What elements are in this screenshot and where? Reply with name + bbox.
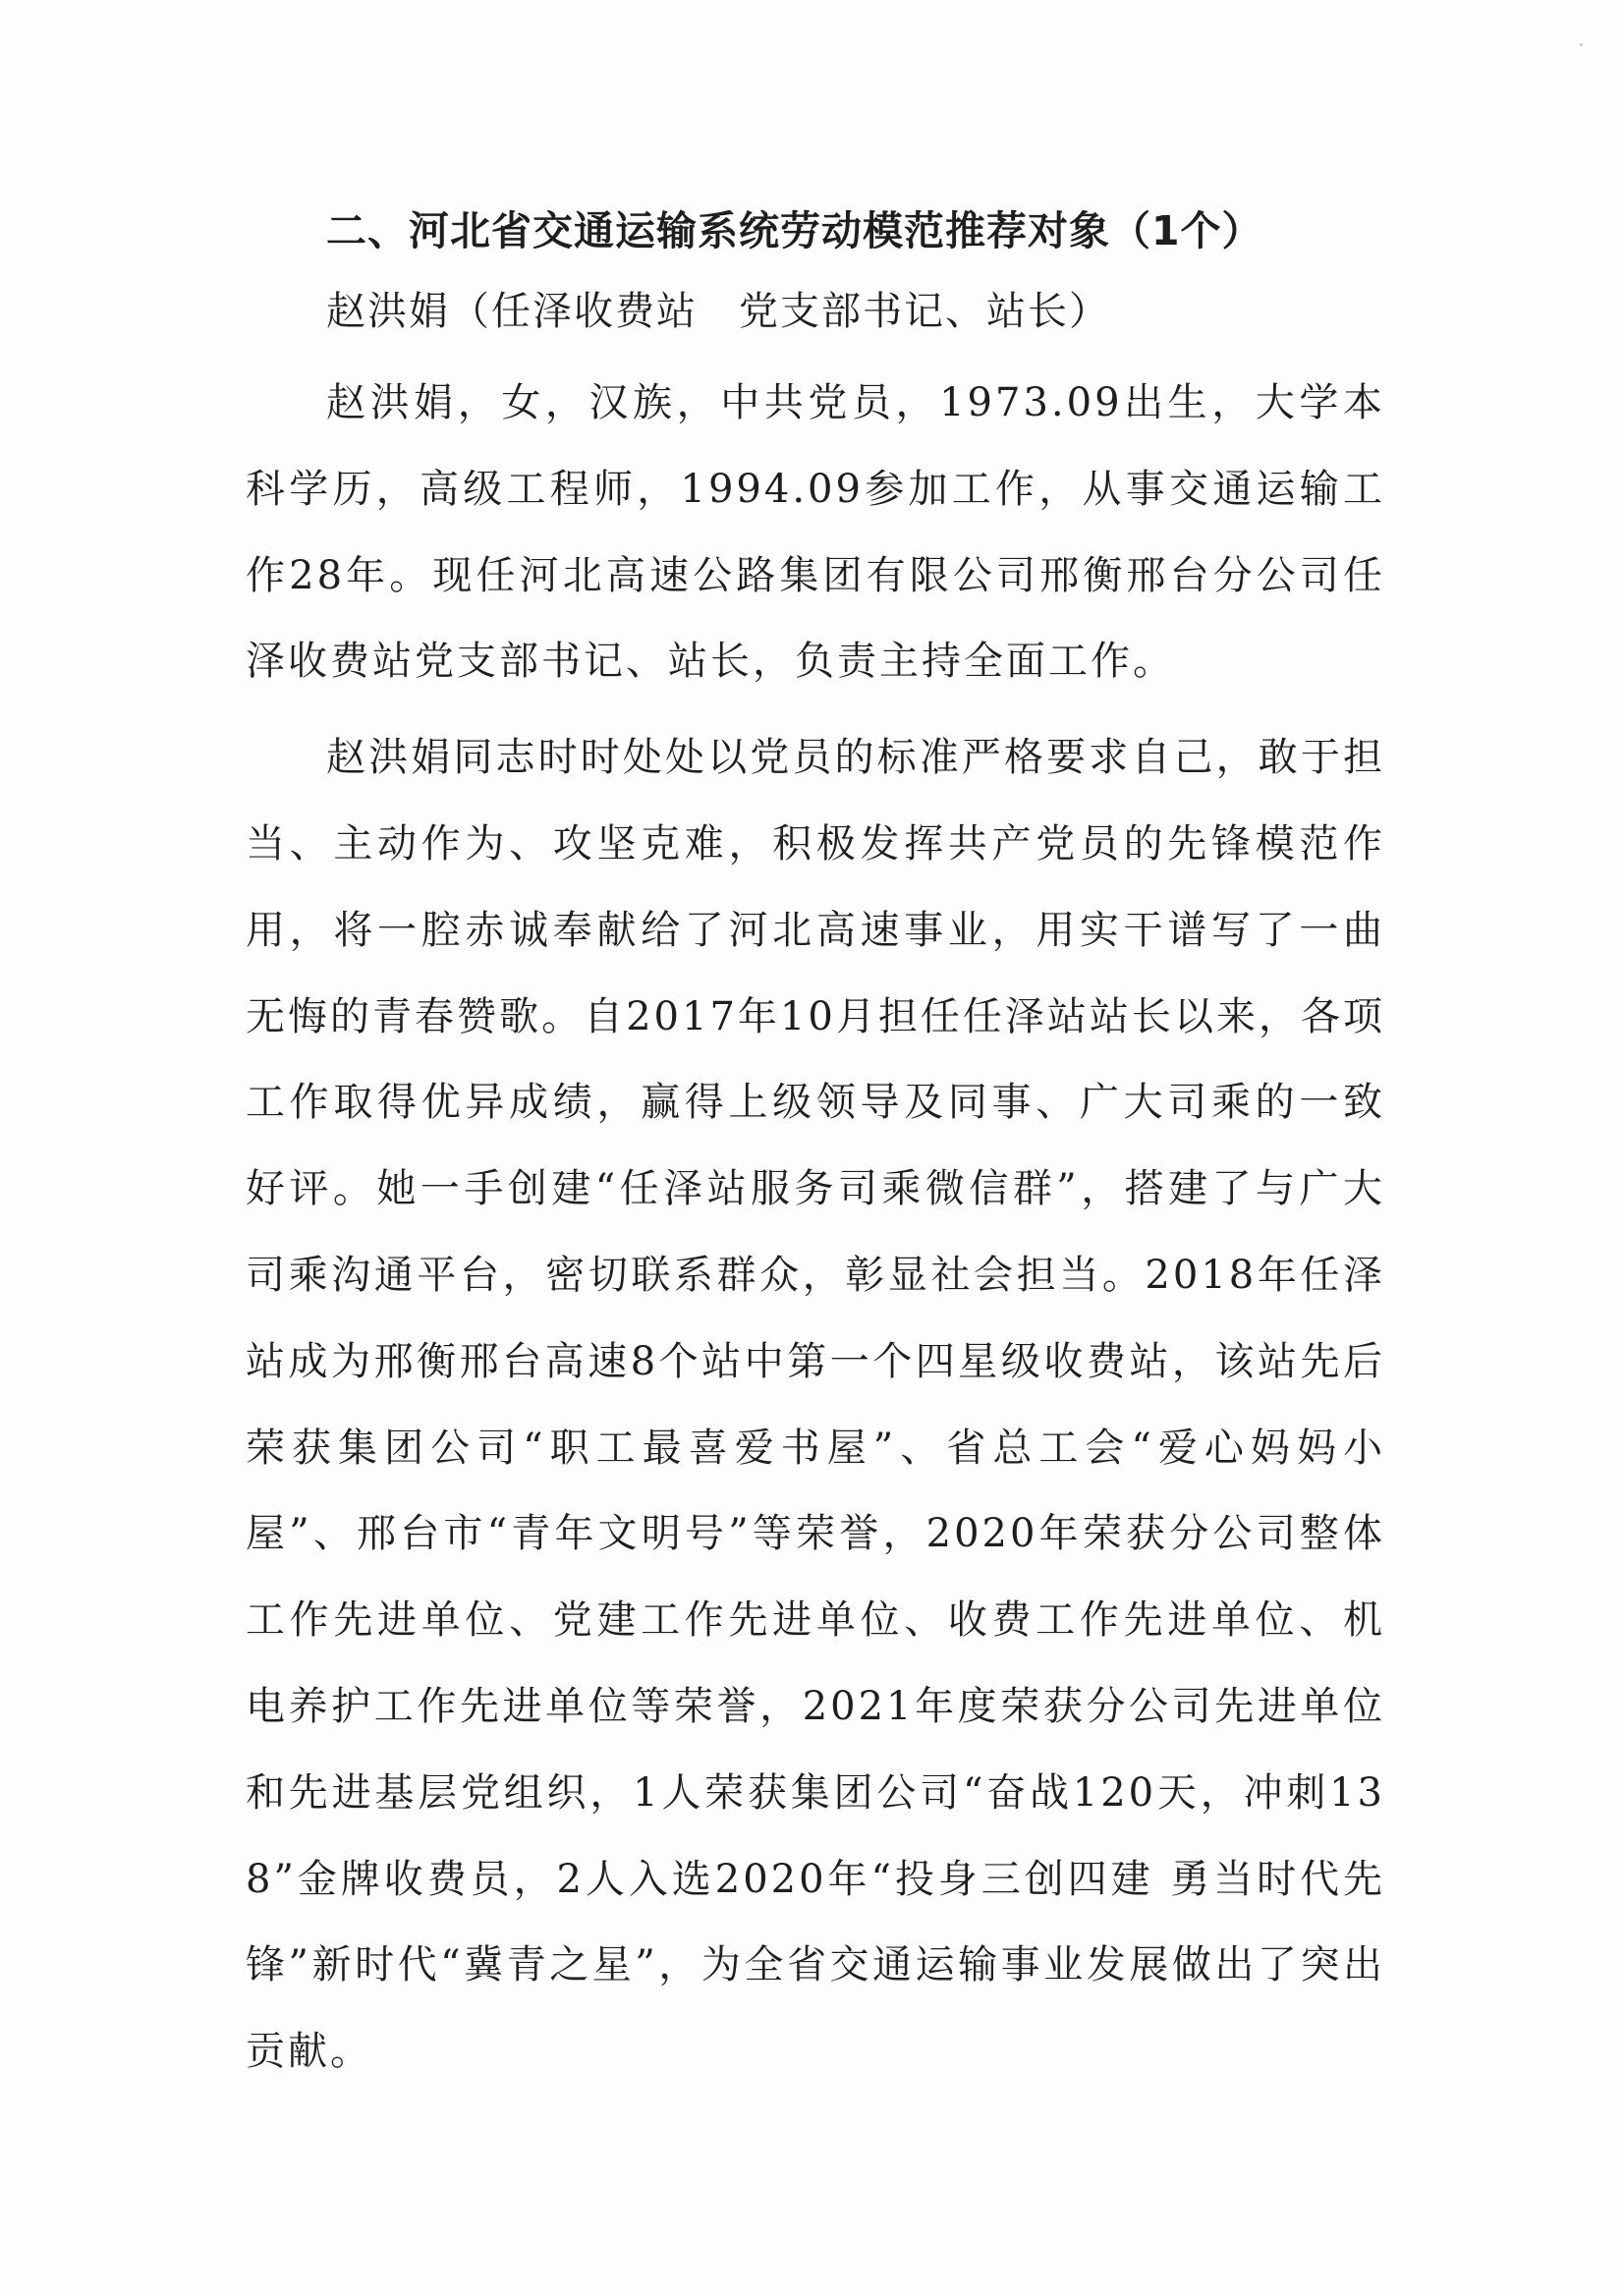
nominee-achievements-paragraph: 赵洪娟同志时时处处以党员的标准严格要求自己，敢于担当、主动作为、攻坚克难，积极发挥共产党员的先锋模范作用，将一腔赤诚奉献给了河北高速事业，用实干谱写了一曲无悔的青春赞歌。自2017年10月担任任泽站站长以来，各项工作取得优异成绩，赢得上级领导及同事、广大司乘的一致好评。她一手创建“任泽站服务司乘微信群”，搭建了与广大司乘沟通平台，密切联系群众，彰显社会担当。2018年任泽站成为邢衡邢台高速8个站中第一个四星级收费站，该站先后荣获集团公司“职工最喜爱书屋”、省总工会“爱心妈妈小屋”、邢台市“青年文明号”等荣誉，2020年荣获分公司整体工作先进单位、党建工作先进单位、收费工作先进单位、机电养护工作先进单位等荣誉，2021年度荣获分公司先进单位和先进基层党组织，1人荣获集团公司“奋战120天，冲刺138”金牌收费员，2人入选2020年“投身三创四建 勇当时代先锋”新时代“冀青之星”，为全省交通运输事业发展做出了突出贡献。 (246, 735, 1385, 2075)
scan-speck (1580, 43, 1583, 46)
nominee-profile-paragraph: 赵洪娟，女，汉族，中共党员，1973.09出生，大学本科学历，高级工程师，1994.09参加工作，从事交通运输工作28年。现任河北高速公路集团有限公司邢衡邢台分公司任泽收费站党支部书记、站长，负责主持全面工作。 (246, 380, 1385, 685)
section-heading: 二、河北省交通运输系统劳动模范推荐对象（1个） (326, 207, 1263, 254)
document-body (246, 201, 1385, 2096)
nominee-subheading: 赵洪娟（任泽收费站 党支部书记、站长） (326, 289, 1110, 334)
